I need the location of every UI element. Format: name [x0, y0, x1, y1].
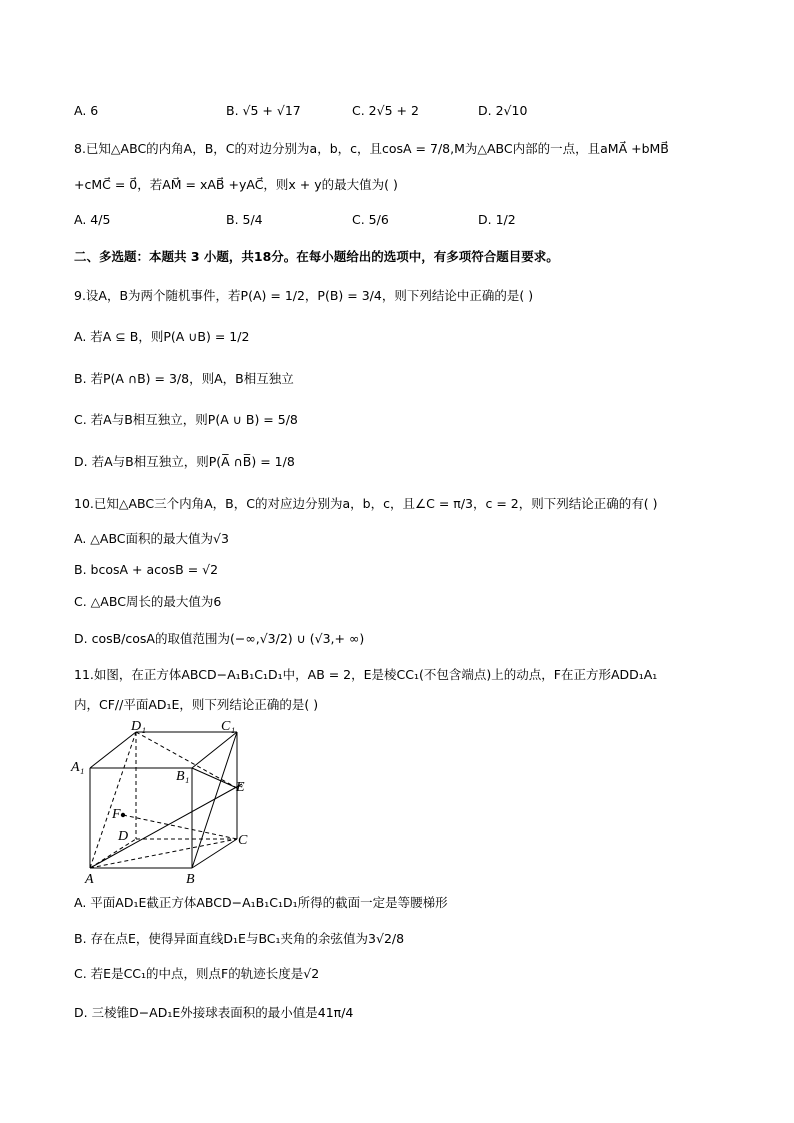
q8-option-a[interactable]: A. 4/5: [74, 212, 111, 227]
label-c: C: [238, 833, 248, 848]
q8-option-d[interactable]: D. 1/2: [478, 212, 516, 227]
q8-stem-line1: 8.已知△ABC的内角A，B，C的对边分别为a，b，c，且cosA = 7/8,M为△ABC内部的一点，且aMA⃗ +bMB⃗: [74, 141, 669, 156]
label-a1: A₁: [71, 760, 85, 775]
q9-option-b[interactable]: B. 若P(A ∩B) = 3/8，则A，B相互独立: [74, 371, 294, 386]
q9-option-a[interactable]: A. 若A ⊆ B，则P(A ∪B) = 1/2: [74, 329, 250, 344]
q7-option-c[interactable]: C. 2√5 + 2: [352, 103, 419, 118]
q11-option-a[interactable]: A. 平面AD₁E截正方体ABCD−A₁B₁C₁D₁所得的截面一定是等腰梯形: [74, 895, 448, 910]
q9-option-d[interactable]: D. 若A与B相互独立，则P(A̅ ∩B̅) = 1/8: [74, 454, 295, 469]
q7-option-a[interactable]: A. 6: [74, 103, 99, 118]
q11-option-d[interactable]: D. 三棱锥D−AD₁E外接球表面积的最小值是41π/4: [74, 1005, 354, 1020]
label-f: F: [112, 807, 121, 822]
label-b1: B₁: [176, 769, 190, 784]
label-b: B: [186, 872, 195, 887]
point-f-marker: [121, 813, 125, 817]
q11-stem-line1: 11.如图，在正方体ABCD−A₁B₁C₁D₁中，AB = 2，E是棱CC₁(不包含端点)上的动点，F在正方形ADD₁A₁: [74, 667, 658, 682]
q10-option-b[interactable]: B. bcosA + acosB = √2: [74, 562, 219, 577]
q10-option-c[interactable]: C. △ABC周长的最大值为6: [74, 594, 222, 609]
q8-option-c[interactable]: C. 5/6: [352, 212, 389, 227]
q11-stem-line2: 内，CF//平面AD₁E，则下列结论正确的是( ): [74, 697, 319, 712]
q10-stem: 10.已知△ABC三个内角A，B，C的对应边分别为a，b，c，且∠C = π/3，c = 2，则下列结论正确的有( ): [74, 496, 658, 511]
q9-stem: 9.设A，B为两个随机事件，若P(A) = 1/2，P(B) = 3/4，则下列结论中正确的是( ): [74, 288, 534, 303]
q7-option-d[interactable]: D. 2√10: [478, 103, 528, 118]
q7-options: [74, 103, 734, 123]
q8-stem-line2: +cMC⃗ = 0⃗，若AM⃗ = xAB⃗ +yAC⃗，则x + y的最大值为( ): [74, 177, 398, 192]
q8-options: [74, 212, 734, 232]
cube-figure: [66, 718, 266, 888]
q7-option-b[interactable]: B. √5 + √17: [226, 103, 301, 118]
label-a: A: [85, 872, 94, 887]
q11-option-b[interactable]: B. 存在点E，使得异面直线D₁E与BC₁夹角的余弦值为3√2/8: [74, 931, 405, 946]
label-d: D: [118, 829, 129, 844]
label-c1: C₁: [221, 719, 236, 734]
q10-option-a[interactable]: A. △ABC面积的最大值为√3: [74, 531, 229, 546]
q9-option-c[interactable]: C. 若A与B相互独立，则P(A ∪ B) = 5/8: [74, 412, 298, 427]
q8-option-b[interactable]: B. 5/4: [226, 212, 263, 227]
q11-option-c[interactable]: C. 若E是CC₁的中点，则点F的轨迹长度是√2: [74, 966, 320, 981]
section-heading-multi-choice: 二、多选题：本题共 3 小题，共18分。在每小题给出的选项中，有多项符合题目要求。: [74, 249, 559, 264]
label-e: E: [236, 780, 245, 795]
q10-option-d[interactable]: D. cosB/cosA的取值范围为(−∞,√3/2) ∪ (√3,+ ∞): [74, 631, 365, 646]
label-d1: D₁: [131, 719, 146, 734]
